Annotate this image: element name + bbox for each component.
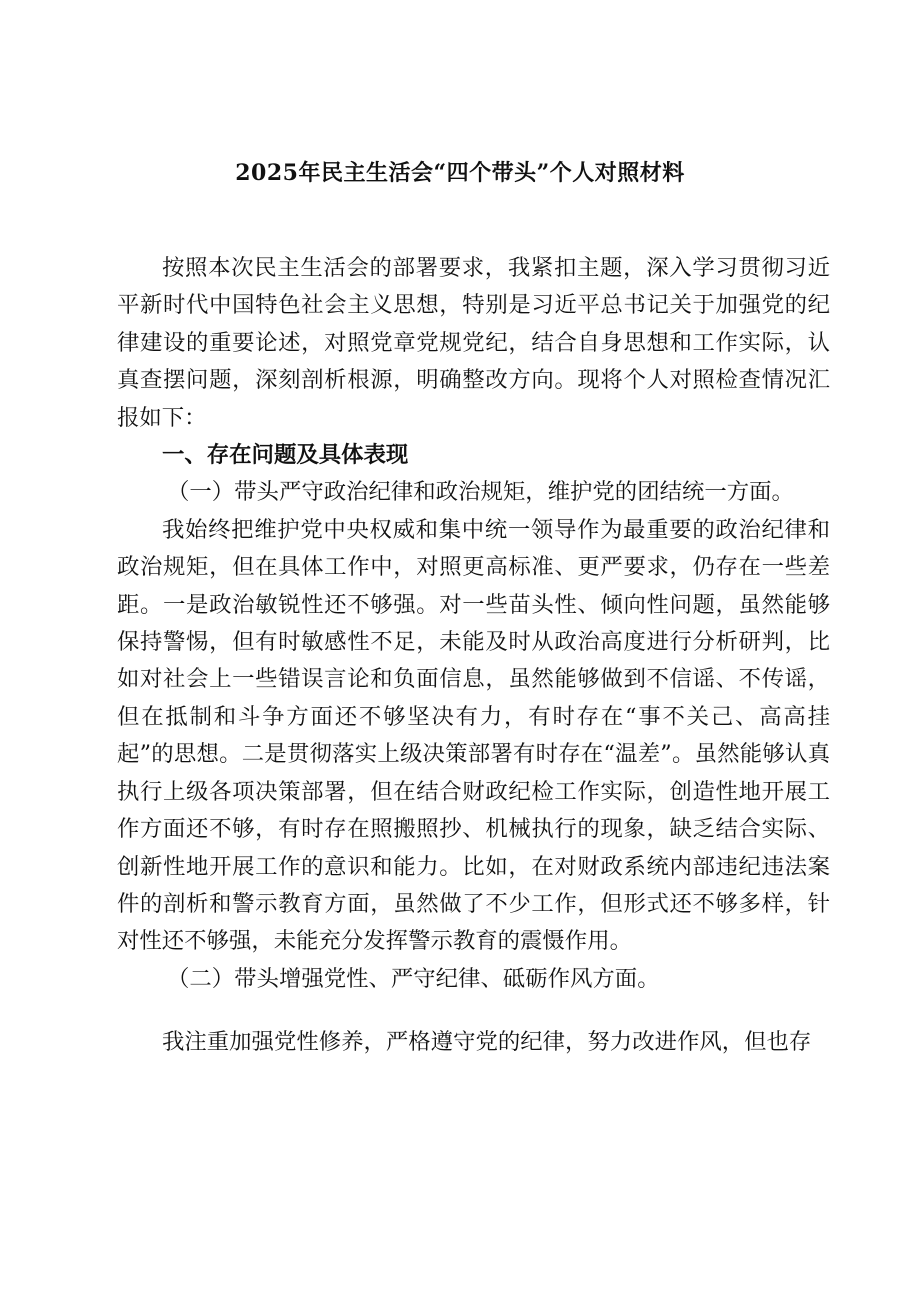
subsection-2-paragraph: 我注重加强党性修养，严格遵守党的纪律，努力改进作风，但也存	[162, 1029, 812, 1056]
document-body	[117, 250, 830, 1062]
subsection-1-paragraph: 我始终把维护党中央权威和集中统一领导作为最重要的政治纪律和政治规矩，但在具体工作中，对照更高标准、更严要求，仍存在一些差距。一是政治敏锐性还不够强。对一些苗头性、倾向性问题，虽然能够保持警惕，但有时敏感性不足，未能及时从政治高度进行分析研判，比如对社会上一些错误言论和负面信息，虽然能够做到不信谣、不传谣，但在抵制和斗争方面还不够坚决有力，有时存在“事不关己、高高挂起”的思想。二是贯彻落实上级决策部署有时存在“温差”。虽然能够认真执行上级各项决策部署，但在结合财政纪检工作实际，创造性地开展工作方面还不够，有时存在照搬照抄、机械执行的现象，缺乏结合实际、创新性地开展工作的意识和能力。比如，在对财政系统内部违纪违法案件的剖析和警示教育方面，虽然做了不少工作，但形式还不够多样，针对性还不够强，未能充分发挥警示教育的震慑作用。	[117, 516, 830, 955]
paragraph-gap	[117, 998, 830, 1024]
intro-paragraph: 按照本次民主生活会的部署要求，我紧扣主题，深入学习贯彻习近平新时代中国特色社会主义思想，特别是习近平总书记关于加强党的纪律建设的重要论述，对照党章党规党纪，结合自身思想和工作实际，认真查摆问题，深刻剖析根源，明确整改方向。现将个人对照检查情况汇报如下：	[117, 255, 830, 431]
subsection-heading-1: （一）带头严守政治纪律和政治规矩，维护党的团结统一方面。	[167, 479, 794, 506]
document-title: 2025年民主生活会“四个带头”个人对照材料	[235, 160, 685, 186]
subsection-heading-2: （二）带头增强党性、严守纪律、砥砺作风方面。	[167, 965, 660, 992]
section-heading-1: 一、存在问题及具体表现	[162, 442, 409, 469]
